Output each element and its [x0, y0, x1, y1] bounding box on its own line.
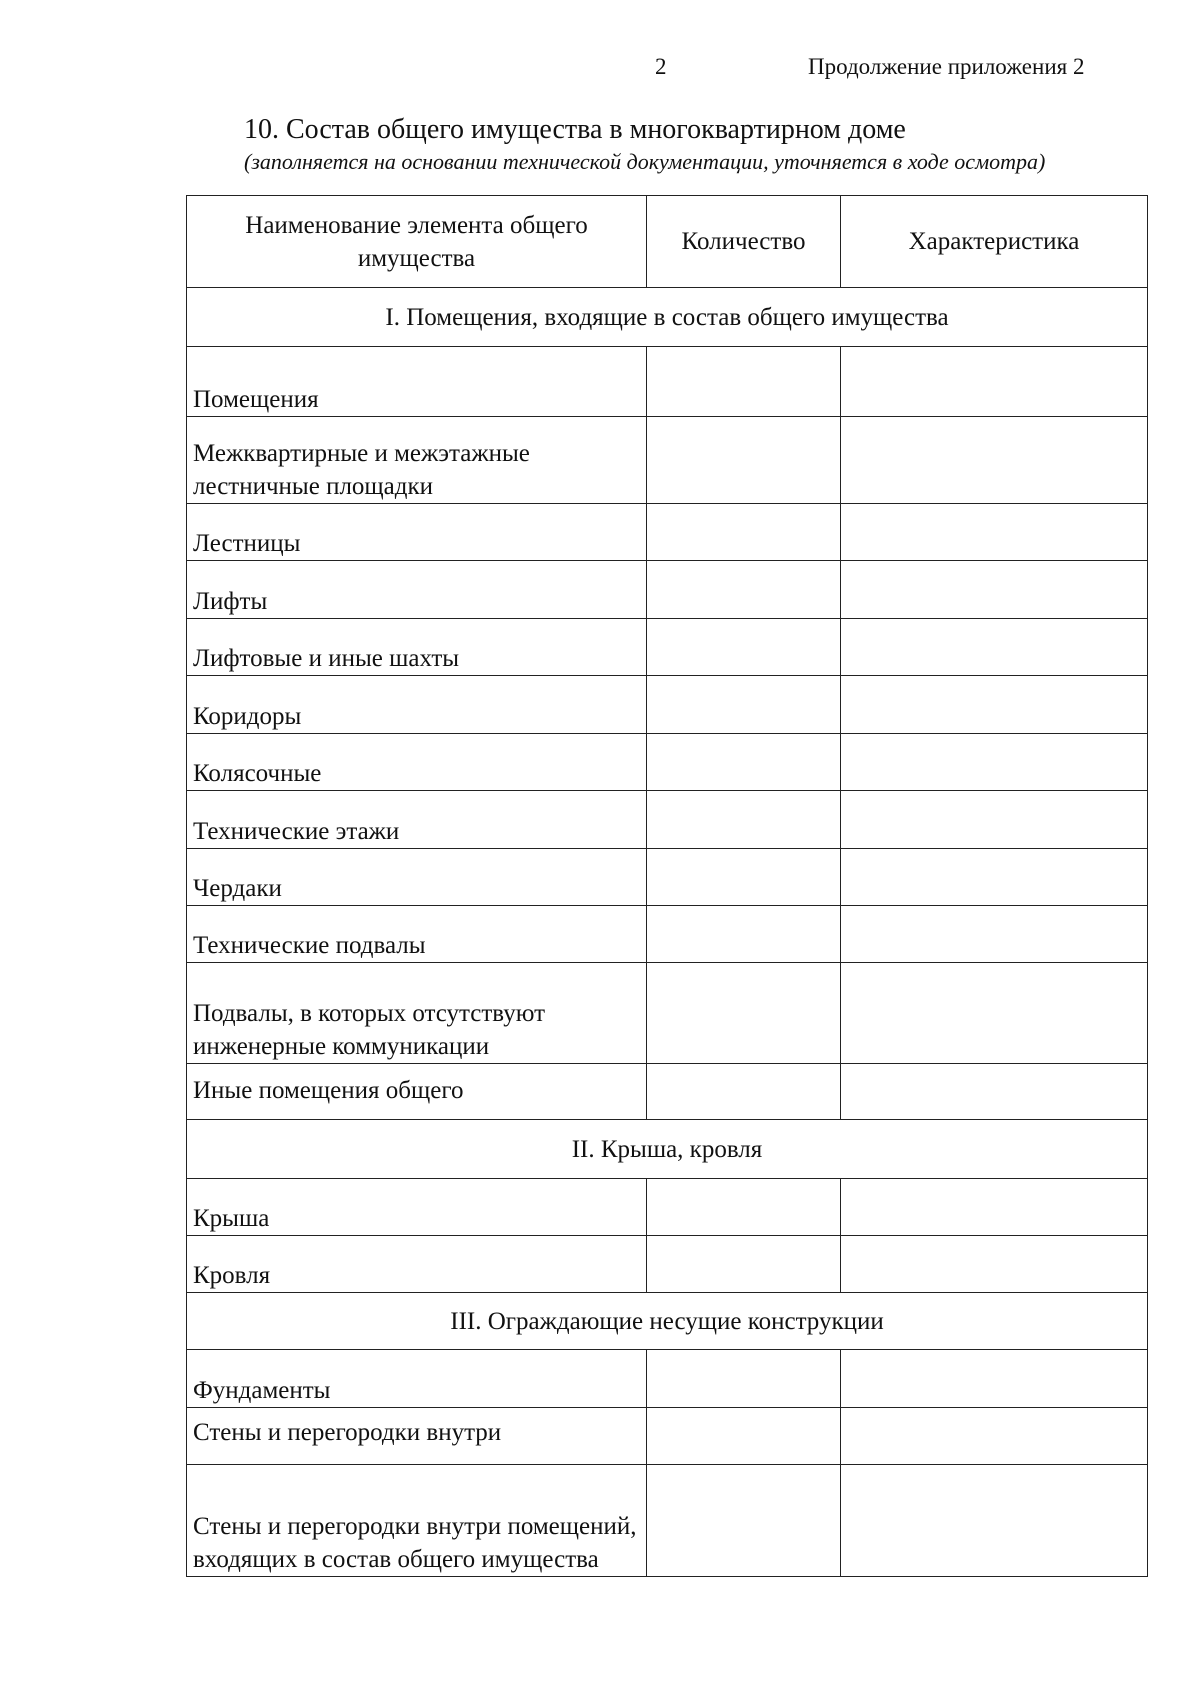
section-heading: I. Помещения, входящие в состав общего имущества [187, 288, 1148, 347]
item-name: Стены и перегородки внутри [187, 1408, 647, 1465]
section-note: (заполняется на основании технической документации, уточняется в ходе осмотра) [244, 149, 1046, 174]
common-property-table [186, 195, 1148, 1577]
characteristic-cell[interactable] [841, 1408, 1148, 1465]
table-row [187, 347, 1148, 417]
section-row [187, 1293, 1148, 1350]
quantity-cell[interactable] [647, 791, 841, 849]
column-header-quantity: Количество [647, 196, 841, 288]
item-name: Фундаменты [187, 1350, 647, 1408]
quantity-cell[interactable] [647, 734, 841, 791]
characteristic-cell[interactable] [841, 791, 1148, 849]
table-row [187, 417, 1148, 504]
characteristic-cell[interactable] [841, 906, 1148, 963]
characteristic-cell[interactable] [841, 1350, 1148, 1408]
characteristic-cell[interactable] [841, 963, 1148, 1064]
item-name: Крыша [187, 1179, 647, 1236]
item-name: Кровля [187, 1236, 647, 1293]
item-name: Стены и перегородки внутри помещений, входящих в состав общего имущества [187, 1465, 647, 1577]
item-name: Лифтовые и иные шахты [187, 619, 647, 676]
quantity-cell[interactable] [647, 849, 841, 906]
quantity-cell[interactable] [647, 619, 841, 676]
characteristic-cell[interactable] [841, 417, 1148, 504]
table-row [187, 1064, 1148, 1120]
table-row [187, 676, 1148, 734]
item-name: Чердаки [187, 849, 647, 906]
column-header-characteristic: Характеристика [841, 196, 1148, 288]
quantity-cell[interactable] [647, 1408, 841, 1465]
characteristic-cell[interactable] [841, 676, 1148, 734]
quantity-cell[interactable] [647, 676, 841, 734]
table-row [187, 849, 1148, 906]
quantity-cell[interactable] [647, 504, 841, 561]
table-row [187, 1236, 1148, 1293]
section-heading: II. Крыша, кровля [187, 1120, 1148, 1179]
characteristic-cell[interactable] [841, 619, 1148, 676]
table-row [187, 906, 1148, 963]
item-name: Технические подвалы [187, 906, 647, 963]
item-name: Коридоры [187, 676, 647, 734]
quantity-cell[interactable] [647, 417, 841, 504]
table-row [187, 561, 1148, 619]
quantity-cell[interactable] [647, 1179, 841, 1236]
table-row [187, 619, 1148, 676]
characteristic-cell[interactable] [841, 347, 1148, 417]
item-name: Колясочные [187, 734, 647, 791]
item-name: Лестницы [187, 504, 647, 561]
characteristic-cell[interactable] [841, 849, 1148, 906]
item-name: Помещения [187, 347, 647, 417]
quantity-cell[interactable] [647, 347, 841, 417]
column-header-name: Наименование элемента общего имущества [187, 196, 647, 288]
table-header-row [187, 196, 1148, 288]
quantity-cell[interactable] [647, 1465, 841, 1577]
table-row [187, 1408, 1148, 1465]
section-title: 10. Состав общего имущества в многоквартирном доме [244, 114, 906, 145]
characteristic-cell[interactable] [841, 504, 1148, 561]
quantity-cell[interactable] [647, 1236, 841, 1293]
item-name: Подвалы, в которых отсутствуют инженерные коммуникации [187, 963, 647, 1064]
quantity-cell[interactable] [647, 1350, 841, 1408]
item-name: Лифты [187, 561, 647, 619]
section-row [187, 1120, 1148, 1179]
characteristic-cell[interactable] [841, 1465, 1148, 1577]
item-name: Межквартирные и межэтажные лестничные площадки [187, 417, 647, 504]
continuation-label: Продолжение приложения 2 [808, 54, 1085, 79]
table-row [187, 791, 1148, 849]
table-row [187, 1179, 1148, 1236]
item-name: Иные помещения общего [187, 1064, 647, 1120]
table-row [187, 734, 1148, 791]
item-name: Технические этажи [187, 791, 647, 849]
characteristic-cell[interactable] [841, 1064, 1148, 1120]
page-number: 2 [655, 54, 667, 79]
characteristic-cell[interactable] [841, 1179, 1148, 1236]
table-row [187, 963, 1148, 1064]
characteristic-cell[interactable] [841, 561, 1148, 619]
quantity-cell[interactable] [647, 906, 841, 963]
quantity-cell[interactable] [647, 1064, 841, 1120]
section-row [187, 288, 1148, 347]
table-row [187, 1350, 1148, 1408]
quantity-cell[interactable] [647, 561, 841, 619]
table-row [187, 504, 1148, 561]
quantity-cell[interactable] [647, 963, 841, 1064]
characteristic-cell[interactable] [841, 734, 1148, 791]
table-row [187, 1465, 1148, 1577]
characteristic-cell[interactable] [841, 1236, 1148, 1293]
section-heading: III. Ограждающие несущие конструкции [187, 1293, 1148, 1350]
